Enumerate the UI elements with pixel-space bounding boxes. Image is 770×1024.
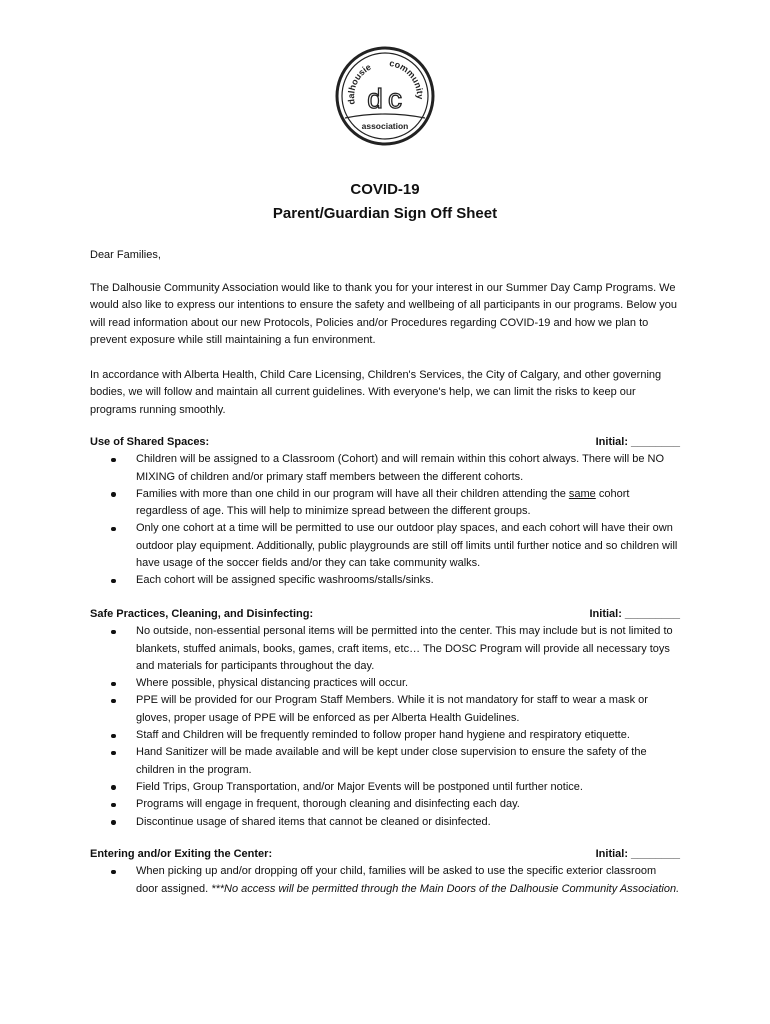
section-heading: Entering and/or Exiting the Center: [90, 848, 273, 860]
bullet-list [90, 863, 680, 898]
initial-field: Initial: _________ [589, 608, 680, 620]
list-item: Where possible, physical distancing practices will occur. [136, 675, 680, 692]
svg-text:dalhousie: dalhousie [346, 61, 373, 106]
bullet-list [90, 623, 680, 831]
list-item: PPE will be provided for our Program Staff Members. While it is not mandatory for staff to wear a mask or gloves, proper usage of PPE will be enforced as per Alberta Health Guidelines. [136, 692, 680, 727]
svg-text:community: community [388, 58, 426, 100]
section-heading: Safe Practices, Cleaning, and Disinfecting: [90, 608, 314, 620]
accordance-paragraph: In accordance with Alberta Health, Child Care Licensing, Children's Services, the City of Calgary, and other governing bodies, we will follow and maintain all current guidelines. With everyone's help, we can limit the risks to keep our programs running smoothly. [90, 369, 662, 416]
list-item: Hand Sanitizer will be made available and will be kept under close supervision to ensure the safety of the children in the program. [136, 744, 680, 779]
italic-note: ***No access will be permitted through the Main Doors of the Dalhousie Community Association. [211, 882, 680, 895]
greeting: Dear Families, [90, 249, 161, 261]
list-item: No outside, non-essential personal items will be permitted into the center. This may include but is not limited to blankets, stuffed animals, books, games, craft items, etc… The DOSC Program will provide all necessary toys and materials for participants throughout the day. [136, 623, 680, 675]
list-item: Discontinue usage of shared items that cannot be cleaned or disinfected. [136, 814, 680, 831]
list-item: Families with more than one child in our program will have all their children attending the same cohort regardless of age. This will help to minimize spread between the different groups. [136, 486, 680, 521]
list-item: When picking up and/or dropping off your child, families will be asked to use the specific exterior classroom door assigned. ***No access will be permitted through the Main Doors of the Dalhousie Community Association. [136, 863, 680, 898]
bullet-list [90, 451, 680, 589]
list-item: Staff and Children will be frequently reminded to follow proper hand hygiene and respiratory etiquette. [136, 727, 680, 744]
svg-text:d: d [367, 83, 383, 114]
document-subtitle: Parent/Guardian Sign Off Sheet [272, 205, 498, 222]
section-header [90, 606, 680, 623]
initial-field: Initial: ________ [595, 436, 680, 448]
initial-field: Initial: ________ [595, 848, 680, 860]
svg-text:association: association [361, 121, 409, 131]
document-title: COVID-19 [350, 181, 420, 198]
list-item: Each cohort will be assigned specific washrooms/stalls/sinks. [136, 572, 680, 589]
section-header [90, 846, 680, 863]
list-item: Only one cohort at a time will be permitted to use our outdoor play spaces, and each cohort will have their own outdoor play equipment. Additionally, public playgrounds are still off limits until further notice and so children will have usage of the soccer fields and/or they can take community walks. [136, 520, 680, 572]
intro-paragraph: The Dalhousie Community Association would like to thank you for your interest in our Summer Day Camp Programs. We would also like to express our intentions to ensure the safety and wellbeing of all participants in our programs. Below you will read information about our new Protocols, Policies and/or Procedures regarding COVID-19 and how we plan to prevent exposure while still maintaining a fun environment. [90, 282, 677, 346]
list-item: Field Trips, Group Transportation, and/or Major Events will be postponed until further notice. [136, 779, 680, 796]
section-heading: Use of Shared Spaces: [90, 436, 210, 448]
title-block [0, 178, 770, 226]
svg-text:c: c [388, 83, 402, 114]
list-item: Children will be assigned to a Classroom (Cohort) and will remain within this cohort always. There will be NO MIXING of children and/or primary staff members between the different cohorts. [136, 451, 680, 486]
section-entering-exiting [90, 846, 680, 898]
list-item: Programs will engage in frequent, thorough cleaning and disinfecting each day. [136, 796, 680, 813]
section-safe-practices [90, 606, 680, 831]
dalhousie-community-association-logo [333, 44, 437, 148]
section-header [90, 434, 680, 451]
section-shared-spaces [90, 434, 680, 590]
underlined-word: same [568, 487, 596, 500]
